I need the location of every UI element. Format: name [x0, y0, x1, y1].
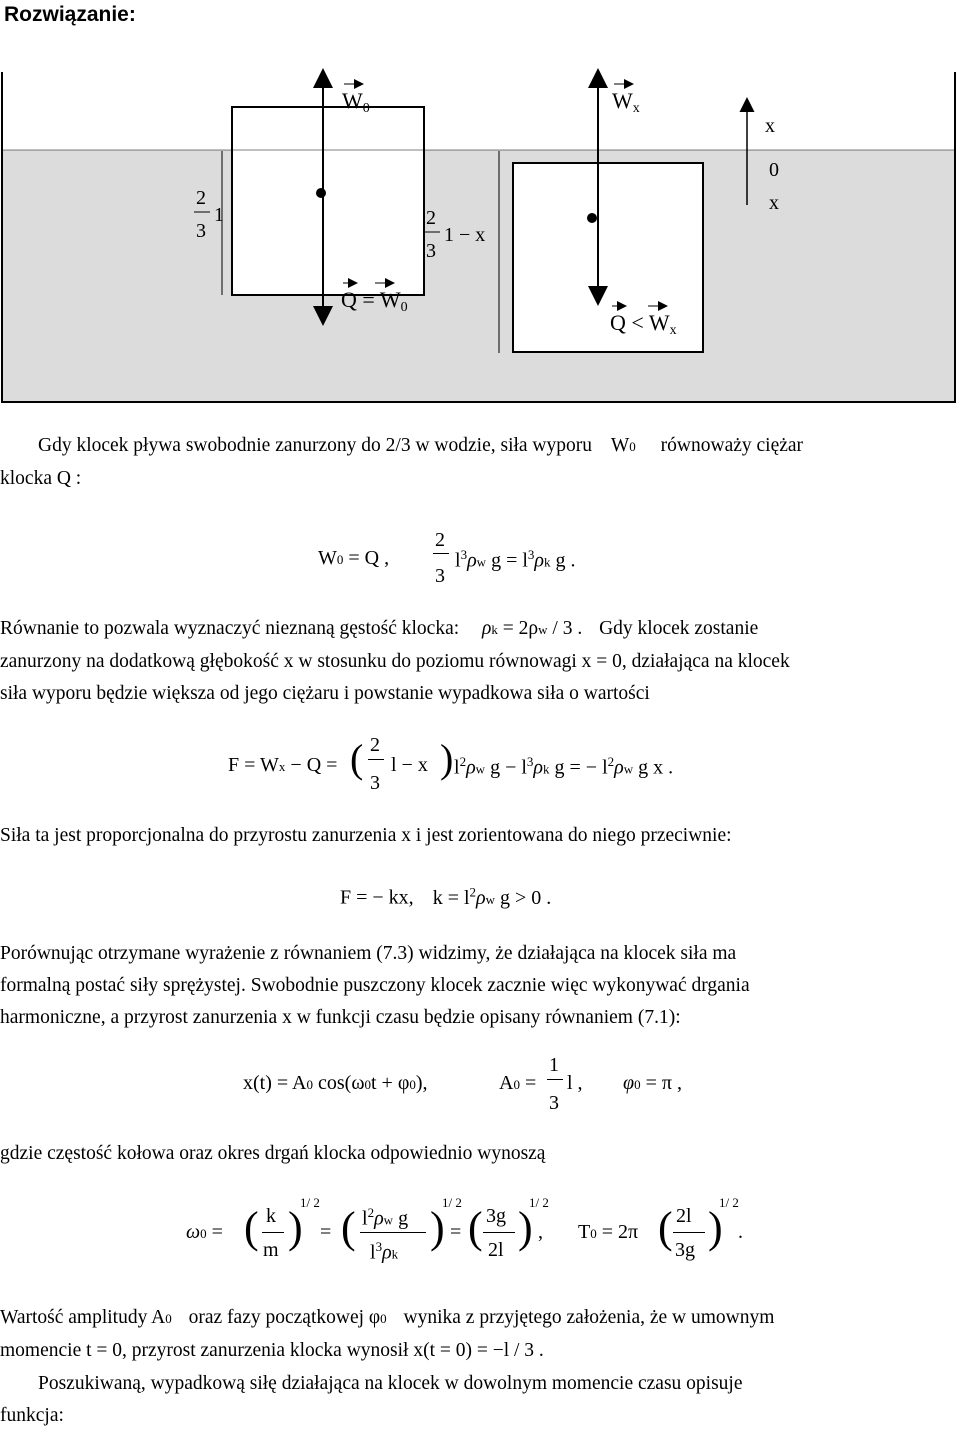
- left-center-dot: [316, 188, 326, 198]
- right-frac-den: 3: [426, 240, 436, 262]
- left-equation: Q = W0: [341, 287, 408, 315]
- equation-5: ω0 = ( k m ) 1/ 2 = ( $l^2\rho w$ g $l^3\rho k$ ) 1/ 2 = ( 3g 2l ) 1/ 2 , T0 = 2π ( 2l 3g ) 1/ 2 .: [186, 1195, 743, 1264]
- left-frac-den: 3: [196, 220, 206, 242]
- section-heading: Rozwiązanie:: [4, 3, 136, 26]
- paragraph-5: gdzie częstość kołowa oraz okres drgań klocka odpowiednio wynoszą: [0, 1143, 546, 1164]
- paragraph-3: Siła ta jest proporcjonalna do przyrostu zanurzenia x i jest zorientowana do niego przeciwnie:: [0, 825, 732, 846]
- right-frac-tail: 1 − x: [444, 224, 486, 246]
- paragraph-4: Porównując otrzymane wyrażenie z równaniem (7.3) widzimy, że działająca na klocek siła ma formalną postać siły sprężystej. Swobodnie puszczony klocek zacznie więc wykonywać drgania harmoniczne, a przyrost zanurzenia x w funkcji czasu będzie opisany równaniem (7.1):: [0, 943, 750, 1028]
- water-region: [2, 150, 955, 402]
- left-frac-num: 2: [196, 187, 206, 209]
- right-frac-num: 2: [426, 207, 436, 229]
- axis-x-right: x: [769, 192, 779, 214]
- right-center-dot: [587, 213, 597, 223]
- equation-3: F = − kx, $k = l^2\rho w$ g > 0 .: [340, 884, 552, 909]
- paragraph-2: Równanie to pozwala wyznaczyć nieznaną gęstość klocka: ρk = 2ρw / 3 . Gdy klocek zostanie zanurzony na dodatkową głębokość x w stosunku do poziomu równowagi x = 0, działająca na klocek siła wyporu będzie większa od jego ciężaru i powstanie wypadkowa siła o wartości: [0, 618, 790, 704]
- left-block: [232, 107, 424, 295]
- axis-x-top: x: [765, 115, 775, 137]
- paragraph-7: Poszukiwaną, wypadkową siłę działająca na klocek w dowolnym momencie czasu opisuje funkcja:: [0, 1373, 743, 1426]
- buoyancy-figure: [0, 0, 960, 420]
- w0-label: W0: [342, 88, 370, 116]
- right-equation: Q < Wx: [610, 310, 677, 338]
- axis-zero: 0: [769, 159, 779, 181]
- paragraph-6: Wartość amplitudy A0 oraz fazy początkowej φ0 wynika z przyjętego założenia, że w umownym momencie t = 0, przyrost zanurzenia klocka wynosił x(t = 0) = −l / 3 .: [0, 1307, 775, 1361]
- wx-label: Wx: [612, 88, 640, 116]
- paragraph-1: Gdy klocek pływa swobodnie zanurzony do 2/3 w wodzie, siła wyporu W0 równoważy ciężar klocka Q :: [0, 435, 804, 489]
- left-frac-l: 1: [214, 204, 224, 226]
